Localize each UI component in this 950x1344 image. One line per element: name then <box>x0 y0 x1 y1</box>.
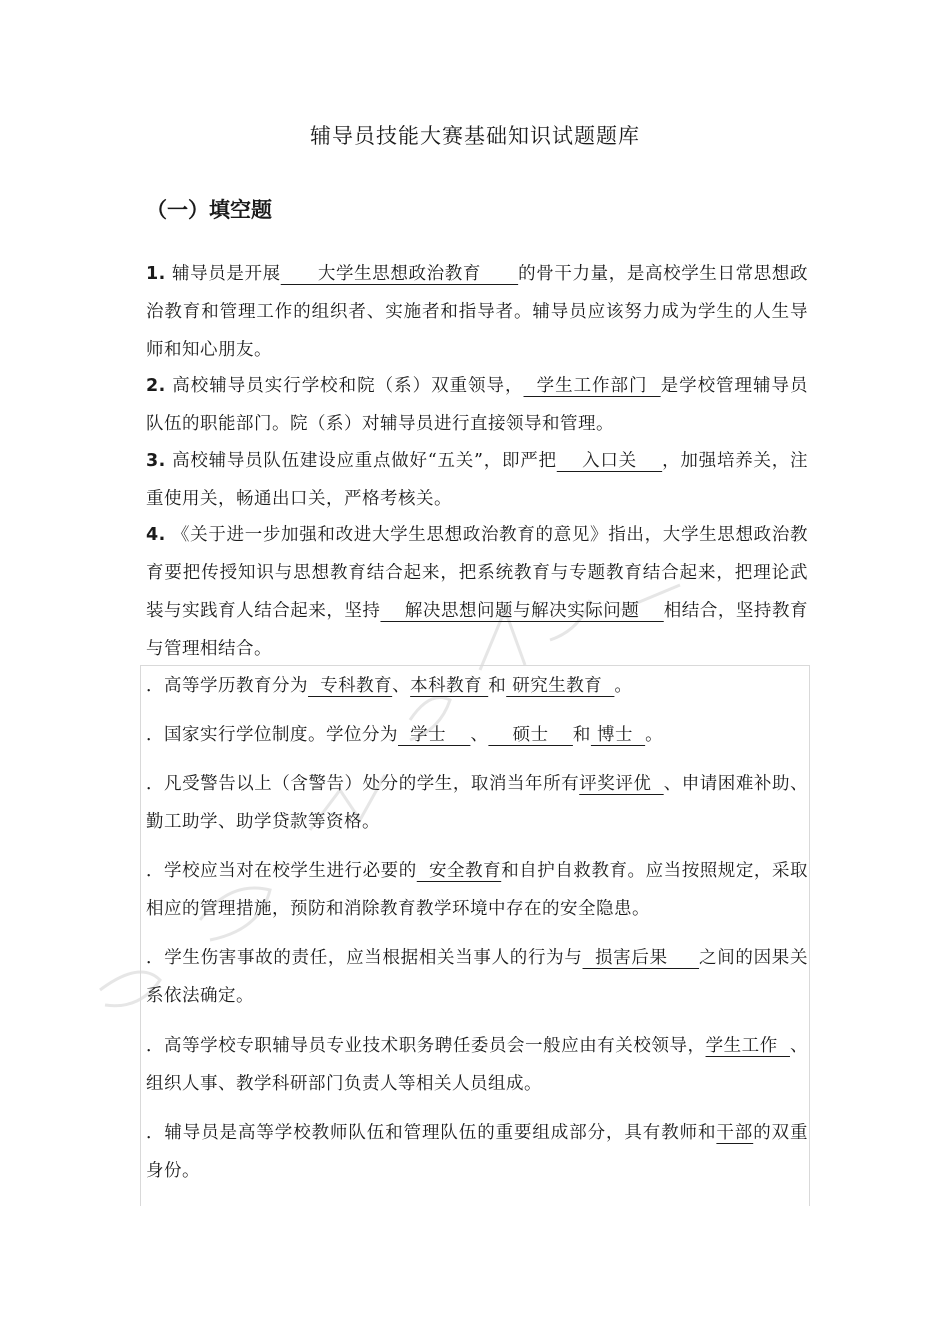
question-text: ．凡受警告以上（含警告）处分的学生，取消当年所有 <box>146 774 580 794</box>
question-text: 。 <box>645 725 664 745</box>
question-text: 的双重身份。 <box>146 1123 809 1181</box>
question-number: 2. <box>146 376 166 396</box>
question-text: 之间的因果关系依法确定。 <box>146 948 808 1006</box>
box-question-2 <box>146 716 808 754</box>
box-question-3 <box>146 765 808 841</box>
box-question-7 <box>146 1114 808 1190</box>
question-2 <box>146 367 808 443</box>
answer-blank: 解决思想问题与解决实际问题 <box>380 601 664 621</box>
question-text: 。 <box>614 676 633 696</box>
question-text: 《关于进一步加强和改进大学生思想政治教育的意见》指出，大学生思想政治教育要把传授知识与思想教育结合起来，把系统教育与专题教育结合起来，把理论武装与实践育人结合起来，坚持 <box>146 525 808 621</box>
question-text: 和 <box>488 676 507 696</box>
question-text: 高校辅导员实行学校和院（系）双重领导， <box>171 376 524 396</box>
question-text: ．辅导员是高等学校教师队伍和管理队伍的重要组成部分，具有教师和 <box>146 1123 717 1143</box>
question-text: ．学校应当对在校学生进行必要的 <box>146 861 417 881</box>
question-text: 、 <box>470 725 489 745</box>
question-text: 、 <box>392 676 411 696</box>
answer-blank: 学士 <box>398 725 471 745</box>
question-text: ．高等学校专职辅导员专业技术职务聘任委员会一般应由有关校领导， <box>146 1036 706 1056</box>
question-text: 和自护自救教育。应当按照规定，采取相应的管理措施，预防和消除教育教学环境中存在的安全隐患。 <box>146 861 809 919</box>
answer-blank: 入口关 <box>556 451 663 471</box>
question-1 <box>146 255 808 369</box>
question-text: 是学校管理辅导员队伍的职能部门。院（系）对辅导员进行直接领导和管理。 <box>146 376 808 434</box>
question-text: 的骨干力量，是高校学生日常思想政治教育和管理工作的组织者、实施者和指导者。辅导员应该努力成为学生的人生导师和知心朋友。 <box>146 264 809 360</box>
section-heading: （一）填空题 <box>146 198 272 222</box>
answer-blank: 损害后果 <box>582 948 700 968</box>
question-number: 3. <box>146 451 166 471</box>
document-title: 辅导员技能大赛基础知识试题题库 <box>310 124 640 148</box>
question-number: 1. <box>146 264 166 284</box>
answer-blank: 安全教育 <box>416 861 502 881</box>
answer-blank: 学生工作 <box>705 1036 790 1056</box>
question-text: 高校辅导员队伍建设应重点做好“五关”，即严把 <box>171 451 557 471</box>
question-4 <box>146 516 808 668</box>
answer-blank: 研究生教育 <box>506 676 615 696</box>
question-text: ．学生伤害事故的责任，应当根据相关当事人的行为与 <box>146 948 583 968</box>
question-3 <box>146 442 808 518</box>
answer-blank: 专科教育 <box>308 676 393 696</box>
question-text: ．国家实行学位制度。学位分为 <box>146 725 398 745</box>
question-number: 4. <box>146 525 166 545</box>
answer-blank: 大学生思想政治教育 <box>280 264 519 284</box>
box-question-1 <box>146 667 808 705</box>
answer-blank: 博士 <box>590 725 646 745</box>
box-question-6 <box>146 1027 808 1103</box>
question-text: 、申请困难补助、勤工助学、助学贷款等资格。 <box>146 774 809 832</box>
answer-blank: 学生工作部门 <box>523 376 661 396</box>
answer-blank: 本科教育 <box>410 676 489 696</box>
answer-blank: 硕士 <box>488 725 573 745</box>
answer-blank: 干部 <box>716 1123 754 1143</box>
question-text: 和 <box>572 725 591 745</box>
question-text: ，加强培养关，注重使用关，畅通出口关，严格考核关。 <box>146 451 808 509</box>
question-text: 辅导员是开展 <box>171 264 281 284</box>
question-text: ．高等学历教育分为 <box>146 676 308 696</box>
box-question-5 <box>146 939 808 1015</box>
box-question-4 <box>146 852 808 928</box>
answer-blank: 评奖评优 <box>579 774 664 794</box>
question-text: 相结合，坚持教育与管理相结合。 <box>146 601 809 659</box>
question-text: 、组织人事、教学科研部门负责人等相关人员组成。 <box>146 1036 808 1094</box>
